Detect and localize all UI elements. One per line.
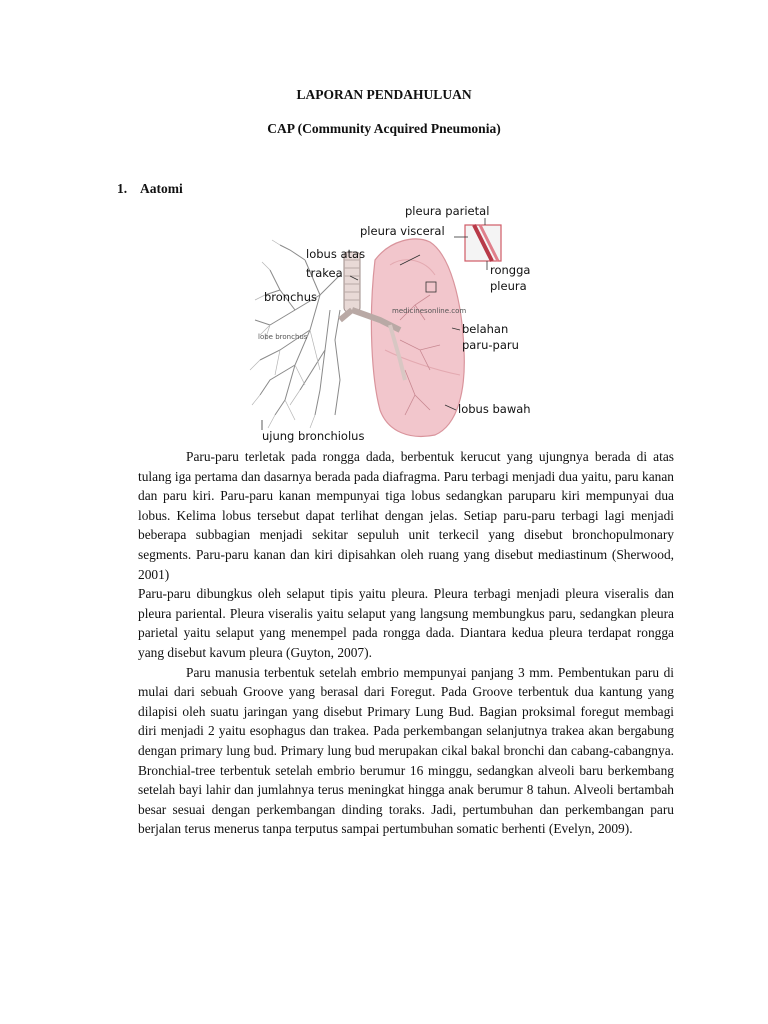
label-paru-paru: paru-paru	[462, 338, 519, 352]
label-ujung-bronchiolus: ujung bronchiolus	[262, 429, 365, 443]
label-pleura-visceral: pleura visceral	[360, 224, 445, 238]
document-subtitle: CAP (Community Acquired Pneumonia)	[267, 121, 501, 136]
figure-watermark: medicinesonline.com	[392, 307, 467, 315]
label-lobus-bawah: lobus bawah	[458, 402, 531, 416]
label-lobe-bronchus: lobe bronchus	[258, 333, 308, 341]
label-pleura-parietal: pleura parietal	[405, 204, 490, 218]
label-lobus-atas: lobus atas	[306, 247, 366, 261]
label-belahan: belahan	[462, 322, 509, 336]
paragraph: Paru-paru terletak pada rongga dada, berbentuk kerucut yang ujungnya berada di atas tulang iga pertama dan dasarnya berada pada diafragma. Paru terbagi menjadi dua yaitu, paru kanan dan paru kiri. Paru-paru kanan mempunyai tiga lobus sedangkan paruparu kiri mempunyai dua lobus. Kelima lobus tersebut dapat terlihat dengan jelas. Setiap paru-paru terbagi lagi menjadi beberapa subbagian menjadi sekitar sepuluh unit terkecil yang disebut bronchopulmonary segments. Paru-paru kanan dan kiri dipisahkan oleh ruang yang disebut mediastinum (Sherwood, 2001)	[138, 449, 674, 582]
label-trakea: trakea	[306, 266, 343, 280]
label-bronchus: bronchus	[264, 290, 317, 304]
section-number: 1.	[117, 181, 128, 196]
lung-anatomy-figure	[240, 200, 540, 445]
label-pleura: pleura	[490, 279, 527, 293]
lung-right-shape	[371, 239, 467, 436]
section-title: Aatomi	[140, 181, 183, 196]
document-title: LAPORAN PENDAHULUAN	[296, 87, 472, 102]
paragraph: Paru-paru dibungkus oleh selaput tipis yaitu pleura. Pleura terbagi menjadi pleura viseralis dan pleura pariental. Pleura viseralis yaitu selaput yang langsung membungkus paru, sedangkan pleura parietal yaitu selaput yang menempel pada rongga dada. Diantara kedua pleura terdapat rongga yang disebut kavum pleura (Guyton, 2007).	[138, 586, 674, 660]
lung-anatomy-diagram	[240, 200, 540, 445]
section-heading	[117, 181, 183, 197]
label-rongga: rongga	[490, 263, 531, 277]
paragraph: Paru manusia terbentuk setelah embrio mempunyai panjang 3 mm. Pembentukan paru di mulai dari sebuah Groove yang berasal dari Foregut. Pada Groove terbentuk dua kantung yang dilapisi oleh suatu jaringan yang disebut Primary Lung Bud. Bagian proksimal foregut membagi diri menjadi 2 yaitu esophagus dan trakea. Pada perkembangan selanjutnya trakea akan bergabung dengan primary lung bud. Primary lung bud merupakan cikal bakal bronchi dan cabang-cabangnya. Bronchial-tree terbentuk setelah embrio berumur 16 minggu, sedangkan alveoli baru berkembang setelah bayi lahir dan jumlahnya terus meningkat hingga anak berumur 8 tahun. Alveoli bertambah besar sesuai dengan perkembangan dinding toraks. Jadi, pertumbuhan dan perkembangan paru berjalan terus menerus tanpa terputus sampai pertumbuhan somatic berhenti (Evelyn, 2009).	[138, 664, 674, 837]
body-text	[138, 447, 674, 839]
